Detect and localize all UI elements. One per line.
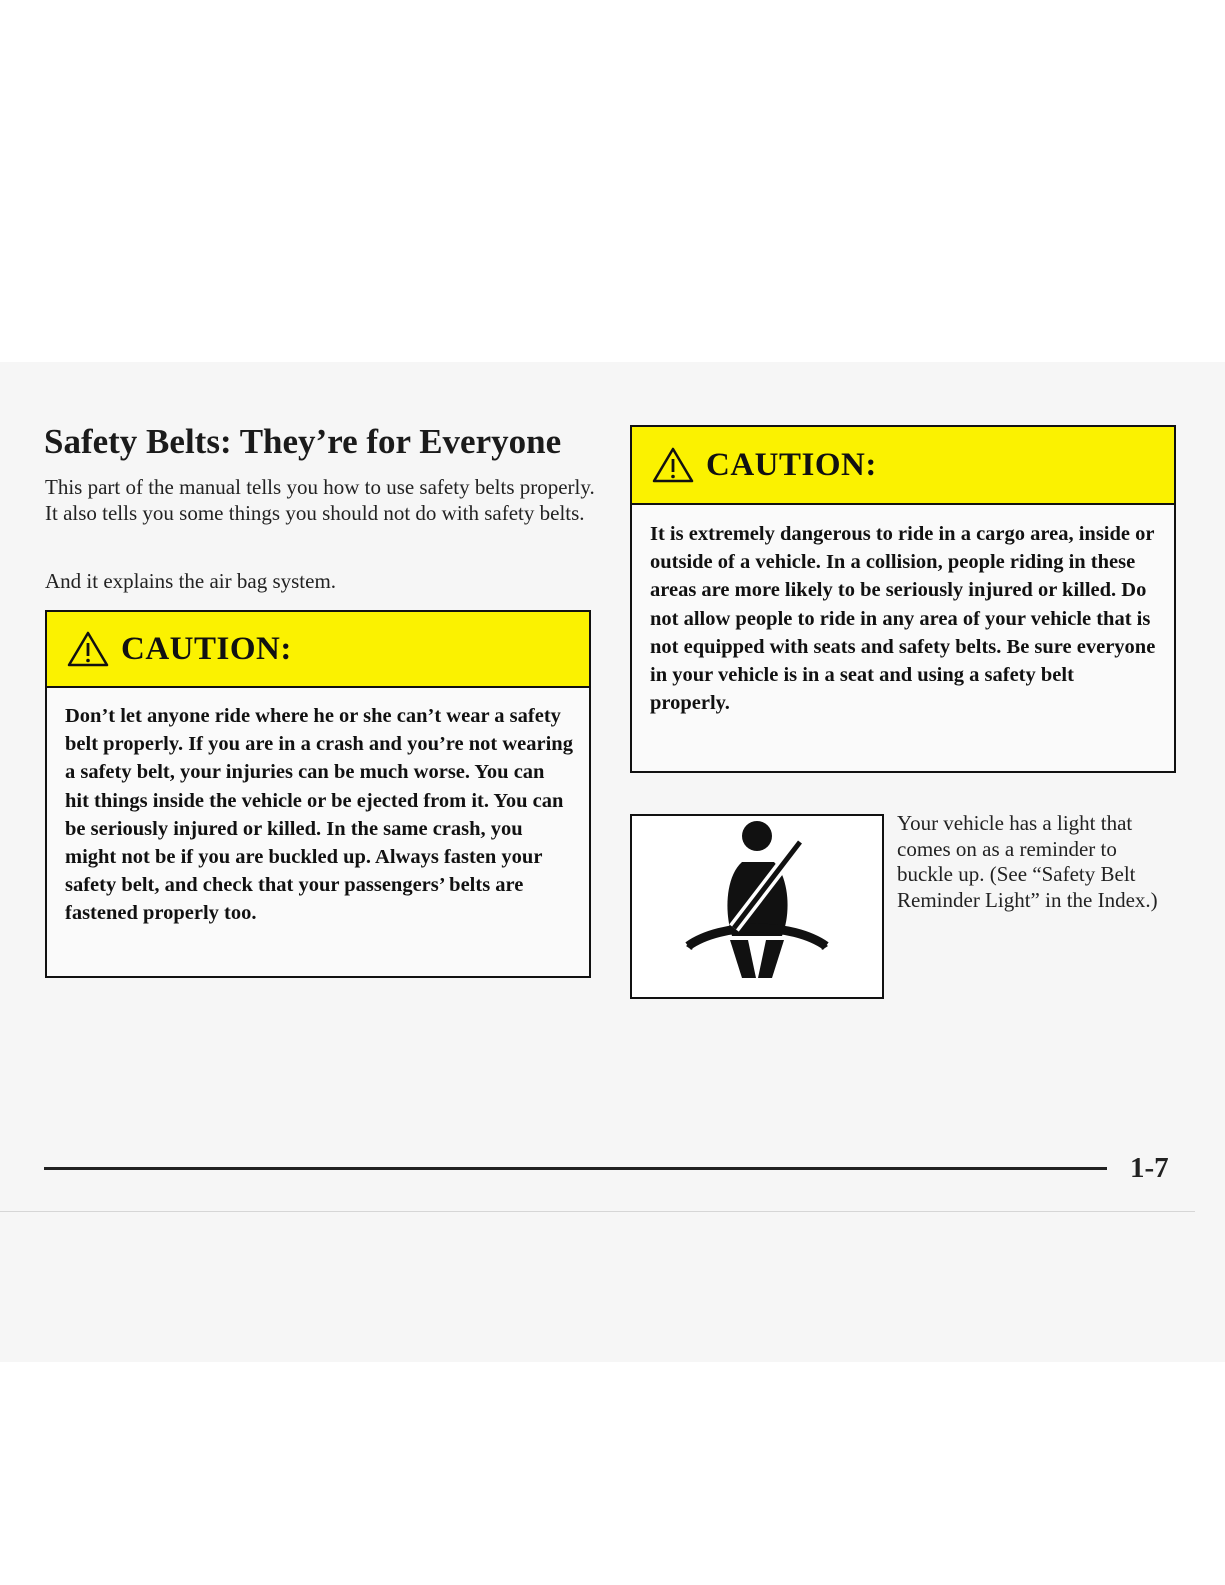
caution-header (632, 427, 1174, 505)
warning-triangle-icon (652, 447, 694, 483)
caution-heading: CAUTION: (121, 630, 292, 667)
caution-box-right (630, 425, 1176, 773)
page-number: 1-7 (1130, 1152, 1169, 1184)
divider (0, 1211, 1195, 1212)
reminder-text: Your vehicle has a light that comes on as a reminder to buckle up. (See “Safety Belt Reminder Light” in the Index.) (897, 811, 1158, 912)
caution-box-left (45, 610, 591, 978)
seatbelt-reminder-figure (630, 814, 884, 999)
caution-text: It is extremely dangerous to ride in a cargo area, inside or outside of a vehicle. In a collision, people riding in these areas are more likely to be seriously injured or killed. Do not allow people to ride in any area of your vehicle that is not equipped with seats and safety belts. Be sure everyone in your vehicle is in a seat and using a safety belt properly. (650, 523, 1156, 715)
seatbelt-reminder-icon (682, 816, 832, 997)
intro-paragraph: This part of the manual tells you how to use safety belts properly. It also tells you some things you should not do with safety belts. (45, 475, 595, 525)
caution-heading: CAUTION: (706, 446, 877, 483)
airbag-paragraph: And it explains the air bag system. (45, 569, 337, 593)
caution-text: Don’t let anyone ride where he or she can’t wear a safety belt properly. If you are in a crash and you’re not wearing a safety belt, your injuries can be much worse. You can hit things inside the vehicle or be ejected from it. You can be seriously injured or killed. In the same crash, you might not be if you are buckled up. Always fasten your safety belt, and check that your passengers’ belts are fastened properly too. (65, 705, 573, 925)
warning-triangle-icon (67, 631, 109, 667)
section-title: Safety Belts: They’re for Everyone (44, 422, 562, 461)
footer-rule (44, 1167, 1107, 1170)
caution-header (47, 612, 589, 688)
